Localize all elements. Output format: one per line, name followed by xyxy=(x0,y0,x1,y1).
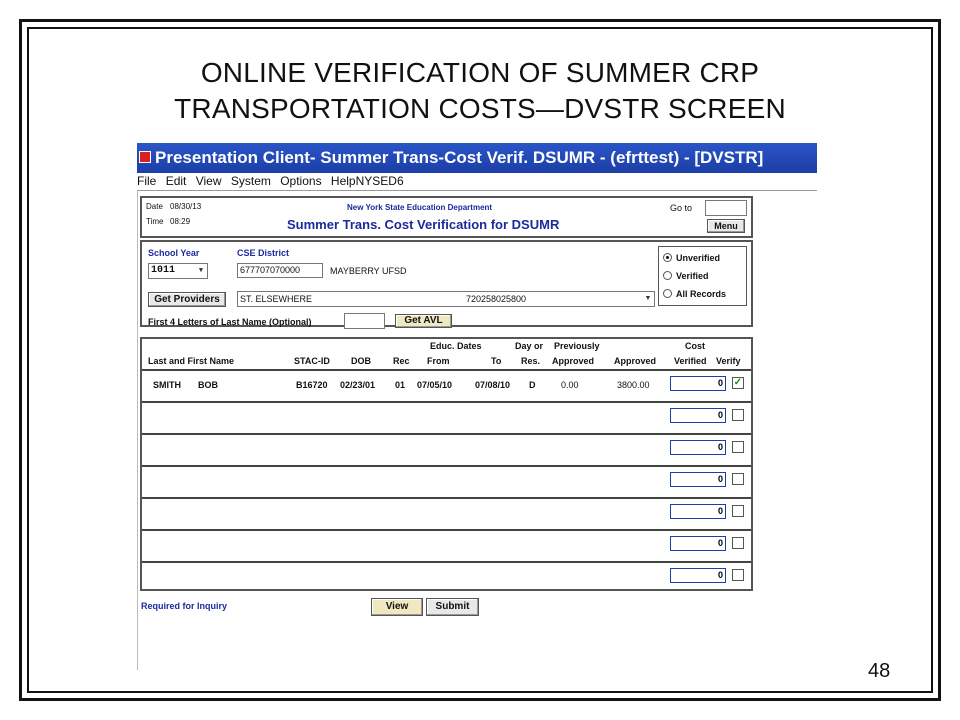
app-icon[interactable] xyxy=(139,151,151,163)
verify-checkbox[interactable] xyxy=(732,377,744,389)
provider-name: ST. ELSEWHERE xyxy=(240,294,313,304)
group-header-previously: Previously xyxy=(554,341,600,351)
check-icon: ✓ xyxy=(733,377,743,388)
row-approved: 3800.00 xyxy=(617,380,650,390)
slide-title xyxy=(40,55,920,127)
radio-unverified[interactable] xyxy=(663,253,720,263)
date-label: Date xyxy=(146,202,163,211)
cse-district-label: CSE District xyxy=(237,248,290,258)
menu-system[interactable]: System xyxy=(230,174,271,188)
menu-edit[interactable]: Edit xyxy=(165,174,187,188)
menu-view[interactable]: View xyxy=(195,174,222,188)
table-row xyxy=(142,465,751,495)
col-from: From xyxy=(427,356,450,366)
school-year-label: School Year xyxy=(148,248,200,258)
radio-all-records-label: All Records xyxy=(676,289,727,299)
col-res: Res. xyxy=(521,356,541,366)
radio-verified-label: Verified xyxy=(676,271,709,281)
group-header-educ-dates: Educ. Dates xyxy=(430,341,482,351)
header-panel xyxy=(140,196,753,238)
filter-panel xyxy=(140,240,753,327)
window-left-edge xyxy=(137,191,138,670)
slide-title-line-2: TRANSPORTATION COSTS—DVSTR SCREEN xyxy=(174,93,786,124)
col-prev-approved: Approved xyxy=(552,356,595,366)
page-number: 48 xyxy=(868,660,891,682)
screen-title: Summer Trans. Cost Verification for DSUMR xyxy=(287,217,560,232)
group-header-day-or: Day or xyxy=(515,341,544,351)
records-table xyxy=(140,337,753,591)
cost-verified-input[interactable]: 0 xyxy=(670,504,726,519)
radio-all-records[interactable] xyxy=(663,289,726,299)
menu-help[interactable]: HelpNYSED6 xyxy=(330,174,404,188)
verify-checkbox[interactable] xyxy=(732,569,744,581)
get-providers-button[interactable]: Get Providers xyxy=(148,292,226,307)
radio-empty-icon xyxy=(663,271,672,280)
row-from: 07/05/10 xyxy=(417,380,453,390)
provider-code: 720258025800 xyxy=(466,294,527,304)
table-row xyxy=(142,401,751,431)
cost-verified-input[interactable]: 0 xyxy=(670,568,726,583)
col-rec: Rec xyxy=(393,356,410,366)
radio-selected-icon xyxy=(663,253,672,262)
radio-unverified-label: Unverified xyxy=(676,253,721,263)
row-dob: 02/23/01 xyxy=(340,380,376,390)
menu-options[interactable]: Options xyxy=(280,174,322,188)
menu-button[interactable]: Menu xyxy=(707,219,745,233)
col-stac-id: STAC-ID xyxy=(294,356,330,366)
col-to: To xyxy=(491,356,502,366)
row-stac-id: B16720 xyxy=(296,380,328,390)
menu-file[interactable]: File xyxy=(137,174,157,188)
submit-button[interactable]: Submit xyxy=(426,598,479,616)
window-title: Presentation Client- Summer Trans-Cost Verif. DSUMR - (efrttest) - [DVSTR] xyxy=(155,148,764,167)
slide-title-line-1: ONLINE VERIFICATION OF SUMMER CRP xyxy=(200,57,760,88)
required-for-inquiry-label: Required for Inquiry xyxy=(141,601,228,611)
window-titlebar[interactable] xyxy=(137,143,817,173)
cse-district-name: MAYBERRY UFSD xyxy=(330,266,407,276)
view-button[interactable]: View xyxy=(371,598,423,616)
verify-checkbox[interactable] xyxy=(732,473,744,485)
row-first-name: BOB xyxy=(198,380,218,390)
org-name: New York State Education Department xyxy=(347,203,493,212)
status-radio-group xyxy=(658,246,747,306)
verify-checkbox[interactable] xyxy=(732,537,744,549)
menu-divider xyxy=(137,190,817,191)
time-label: Time xyxy=(146,217,164,226)
row-prev-approved: 0.00 xyxy=(561,380,579,390)
school-year-select[interactable] xyxy=(148,263,208,279)
col-cost-verified: Verified xyxy=(674,356,707,366)
cost-verified-input[interactable]: 0 xyxy=(670,472,726,487)
verify-checkbox[interactable] xyxy=(732,409,744,421)
last-name-label: First 4 Letters of Last Name (Optional) xyxy=(148,317,312,327)
row-to: 07/08/10 xyxy=(475,380,511,390)
cost-verified-input[interactable]: 0 xyxy=(670,376,726,391)
group-header-cost: Cost xyxy=(685,341,705,351)
table-row xyxy=(142,529,751,559)
row-last-name: SMITH xyxy=(153,380,181,390)
last-name-input[interactable] xyxy=(344,313,385,329)
menu-bar xyxy=(137,174,410,190)
chevron-down-icon: ▼ xyxy=(198,267,204,275)
radio-verified[interactable] xyxy=(663,271,709,281)
time-value: 08:29 xyxy=(170,217,191,226)
table-row xyxy=(142,433,751,463)
verify-checkbox[interactable] xyxy=(732,441,744,453)
row-res: D xyxy=(529,380,536,390)
col-verify: Verify xyxy=(716,356,741,366)
date-value: 08/30/13 xyxy=(170,202,202,211)
row-rec: 01 xyxy=(395,380,406,390)
col-name: Last and First Name xyxy=(148,356,235,366)
goto-input[interactable] xyxy=(705,200,747,216)
table-row xyxy=(142,561,751,591)
radio-empty-icon xyxy=(663,289,672,298)
cost-verified-input[interactable]: 0 xyxy=(670,536,726,551)
chevron-down-icon: ▼ xyxy=(644,295,652,302)
cost-verified-input[interactable]: 0 xyxy=(670,440,726,455)
table-row xyxy=(142,497,751,527)
app-window xyxy=(137,143,817,670)
col-approved: Approved xyxy=(614,356,657,366)
verify-checkbox[interactable] xyxy=(732,505,744,517)
goto-label: Go to xyxy=(670,203,693,213)
provider-select[interactable] xyxy=(237,291,655,307)
cse-district-code-input[interactable]: 677707070000 xyxy=(237,263,323,278)
get-avl-button[interactable]: Get AVL xyxy=(395,314,452,328)
col-dob: DOB xyxy=(351,356,371,366)
table-row xyxy=(142,369,751,399)
school-year-value: 1011 xyxy=(151,265,176,276)
cost-verified-input[interactable]: 0 xyxy=(670,408,726,423)
